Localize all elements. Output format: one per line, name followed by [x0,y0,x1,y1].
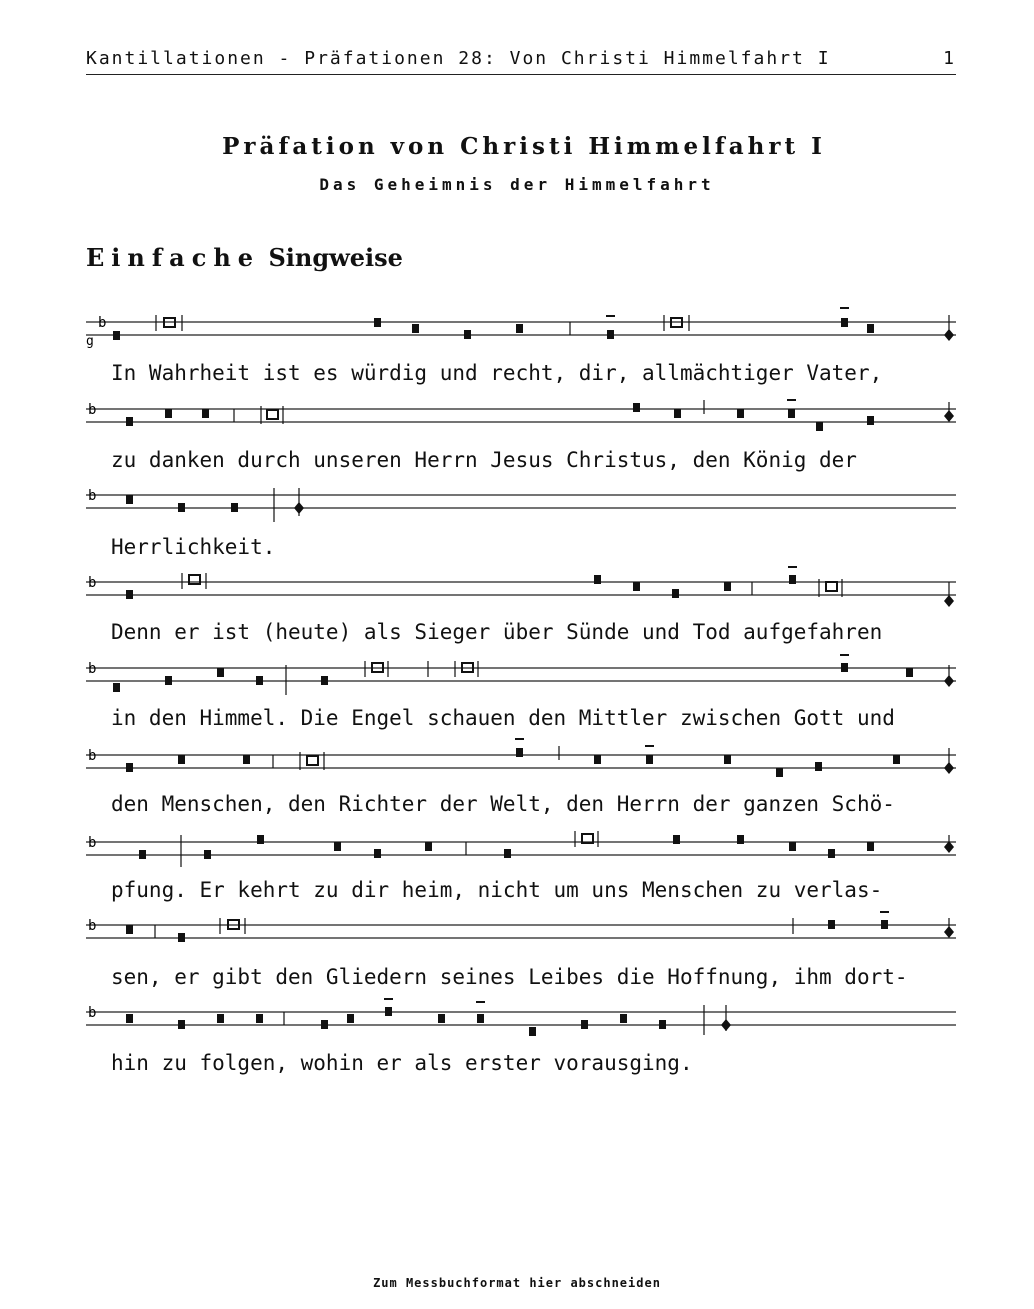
music-staff-8 [86,908,956,948]
section-heading-first: Einfache [86,243,261,272]
music-staff-4 [86,565,956,605]
lyric-line-7: pfung. Er kehrt zu dir heim, nicht um uns Menschen zu verlas- [111,878,883,902]
music-staff-7 [86,825,956,865]
page-subtitle: Das Geheimnis der Himmelfahrt [319,175,715,194]
flat-sign: b [88,488,97,504]
lyric-line-6: den Menschen, den Richter der Welt, den Herrn der ganzen Schö- [111,792,895,816]
staff-notation-5 [86,651,956,691]
page-number: 1 [943,48,954,69]
flat-sign: b [88,748,97,764]
lyric-line-1: In Wahrheit ist es würdig und recht, dir, allmächtiger Vater, [111,361,883,385]
header-title: Kantillationen - Präfationen 28: Von Christi Himmelfahrt I [86,48,831,69]
flat-sign: b [98,315,107,331]
flat-sign: b [88,402,97,418]
staff-notation-9 [86,995,956,1035]
staff-notation-2 [86,392,956,432]
music-staff-2 [86,392,956,432]
lyric-line-3: Herrlichkeit. [111,535,276,559]
running-header [86,48,956,75]
staff-notation-1 [86,305,956,349]
flat-sign: b [88,918,97,934]
staff-notation-3 [86,478,956,518]
music-staff-3 [86,478,956,518]
music-staff-9 [86,995,956,1035]
flat-sign: b [88,835,97,851]
lyric-line-8: sen, er gibt den Gliedern seines Leibes die Hoffnung, ihm dort- [111,965,908,989]
lyric-line-9: hin zu folgen, wohin er als erster vorausging. [111,1051,693,1075]
lyric-line-5: in den Himmel. Die Engel schauen den Mittler zwischen Gott und [111,706,895,730]
section-heading-second: Singweise [268,243,403,272]
music-staff-6 [86,738,956,778]
staff-notation-8 [86,908,956,948]
music-staff-5 [86,651,956,691]
staff-notation-6 [86,738,956,778]
g-clef-mark: g [86,334,94,349]
section-heading [86,243,403,272]
lyric-line-4: Denn er ist (heute) als Sieger über Sünde und Tod aufgefahren [111,620,883,644]
lyric-line-2: zu danken durch unseren Herrn Jesus Christus, den König der [111,448,857,472]
flat-sign: b [88,575,97,591]
staff-notation-4 [86,565,956,605]
footer-note: Zum Messbuchformat hier abschneiden [373,1276,661,1290]
staff-notation-7 [86,825,956,865]
music-staff-1 [86,305,956,349]
page-title: Präfation von Christi Himmelfahrt I [222,133,826,160]
flat-sign: b [88,661,97,677]
flat-sign: b [88,1005,97,1021]
